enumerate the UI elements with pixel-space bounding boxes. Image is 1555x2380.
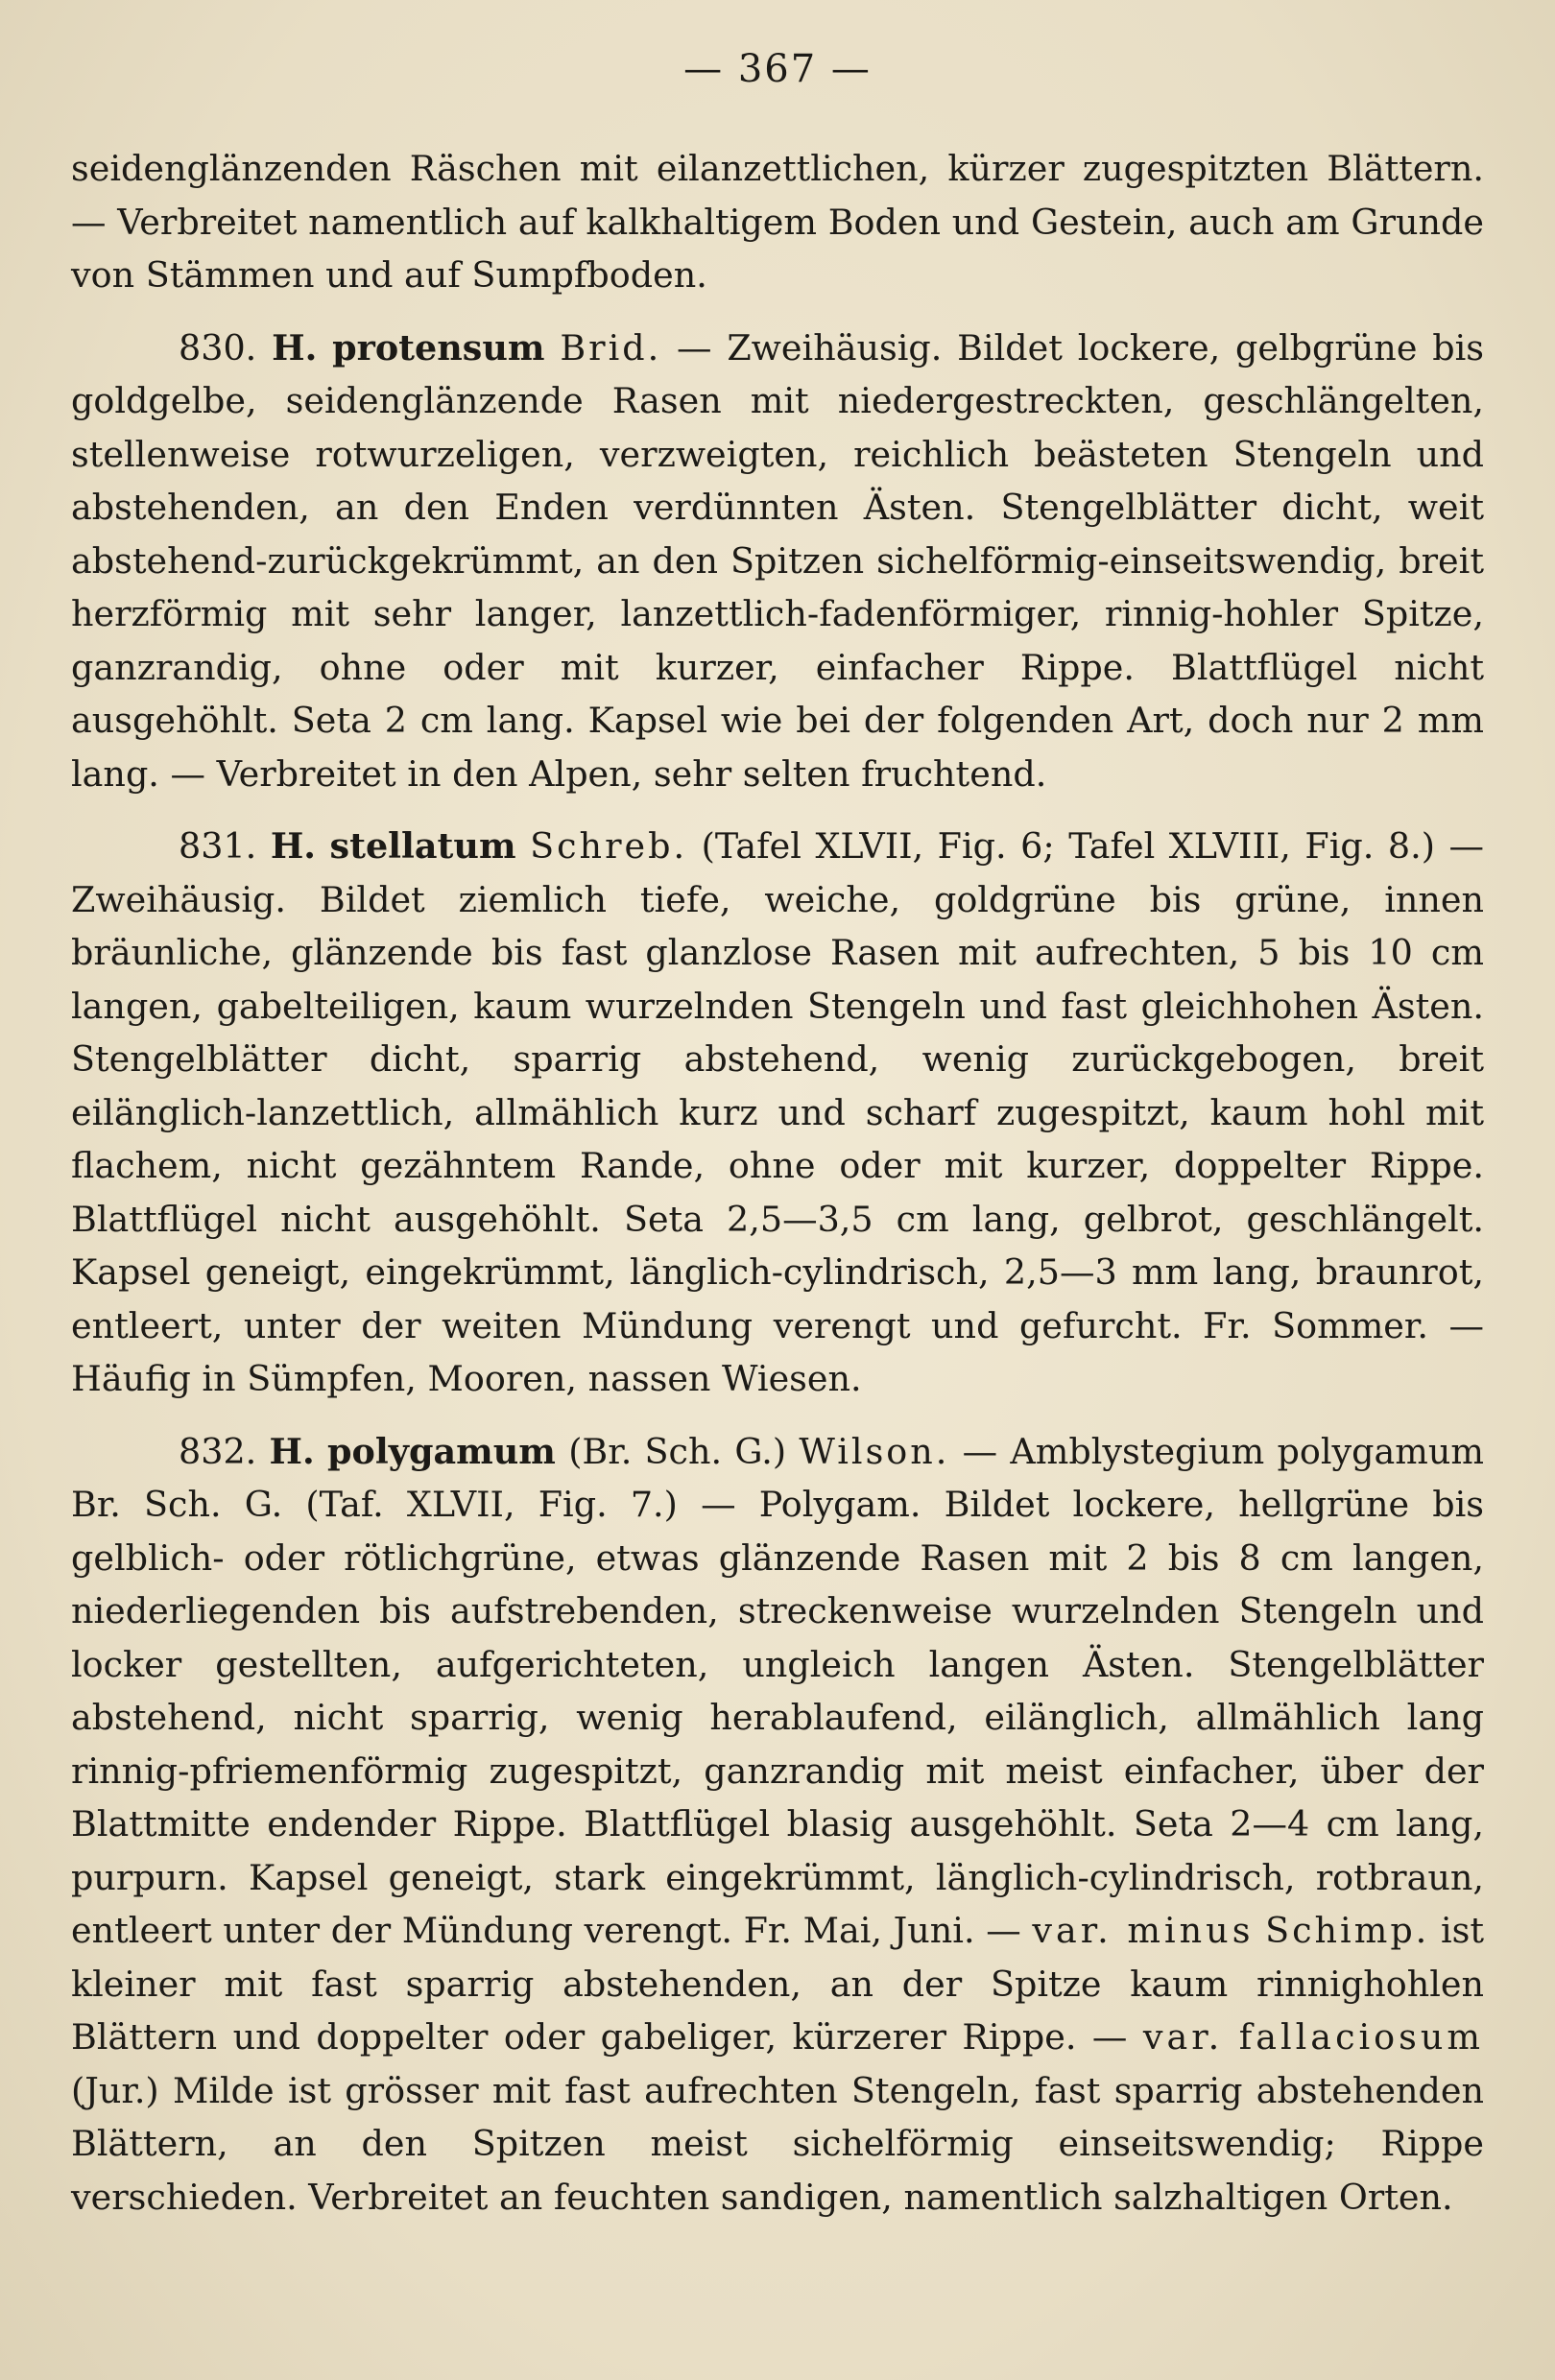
entry-830 <box>71 321 1484 801</box>
species-name: polygamum <box>327 1430 556 1472</box>
entry-description: — Zweihäusig. Bildet lockere, gelbgrüne bis goldgelbe, seidenglänzende Rasen mit niedergestreckten, geschlängelten, stellenweise rotwurzeligen, verzweigten, reichlich beästeten Stengeln und abstehenden, an den Enden verdünnten Ästen. Stengelblätter dicht, weit abstehend-zurückgekrümmt, an den Spitzen sichelförmig-einseitswendig, breit herzförmig mit sehr langer, lanzettlich-fadenförmiger, rinnig-hohler Spitze, ganzrandig, ohne oder mit kurzer, einfacher Rippe. Blattflügel nicht ausgehöhlt. Seta 2 cm lang. Kapsel wie bei der folgenden Art, doch nur 2 mm lang. — Verbreitet in den Alpen, sehr selten fruchtend. <box>71 326 1484 795</box>
entry-number: 831. <box>179 825 257 867</box>
entry-832 <box>71 1425 1484 2225</box>
genus-abbrev: H. <box>272 326 318 369</box>
genus-abbrev: H. <box>270 825 317 867</box>
species-name: protensum <box>332 326 545 369</box>
entry-description-part3: ist grösser mit fast aufrechten Stengeln, fast sparrig abstehenden Blättern, an den Spitzen meist sichelförmig einseitswendig; Rippe verschieden. Verbreitet an feuchten sandigen, namentlich salzhaltigen Orten. <box>71 2069 1484 2218</box>
species-author-prefix: (Br. Sch. G.) <box>568 1430 787 1472</box>
variety-fallaciosum-author: (Jur.) Milde <box>71 2069 275 2111</box>
page-number: — 367 — <box>683 47 872 91</box>
entry-number: 830. <box>179 326 257 369</box>
entry-description: (Tafel XLVII, Fig. 6; Tafel XLVIII, Fig. 8.) — Zweihäusig. Bildet ziemlich tiefe, weiche, goldgrüne bis grüne, innen bräunliche, glänzende bis fast glanzlose Rasen mit aufrechten, 5 bis 10 cm langen, gabelteiligen, kaum wurzelnden Stengeln und fast gleichhohen Ästen. Stengelblätter dicht, sparrig abstehend, wenig zurückgebogen, breit eilänglich-lanzettlich, allmählich kurz und scharf zugespitzt, kaum hohl mit flachem, nicht gezähntem Rande, ohne oder mit kurzer, doppelter Rippe. Blattflügel nicht ausgehöhlt. Seta 2,5—3,5 cm lang, gelbrot, geschlängelt. Kapsel geneigt, eingekrümmt, länglich-cylindrisch, 2,5—3 mm lang, braunrot, entleert, unter der weiten Mündung verengt und gefurcht. Fr. Sommer. — Häufig in Sümpfen, Mooren, nassen Wiesen. <box>71 825 1484 1399</box>
species-author: Schreb. <box>530 825 688 867</box>
page <box>71 46 1484 2224</box>
species-name: stellatum <box>329 825 516 867</box>
genus-abbrev: H. <box>269 1430 315 1472</box>
entry-number: 832. <box>179 1430 257 1472</box>
variety-label: var. <box>1142 2016 1224 2058</box>
entry-831 <box>71 820 1484 1406</box>
variety-fallaciosum: fallaciosum <box>1238 2016 1485 2058</box>
species-author: Wilson. <box>799 1430 950 1472</box>
entry-description-part1: — Amblystegium polygamum Br. Sch. G. (Taf. XLVII, Fig. 7.) — Polygam. Bildet lockere, hellgrüne bis gelblich- oder rötlichgrüne, etwas glänzende Rasen mit 2 bis 8 cm langen, niederliegenden bis aufstrebenden, streckenweise wurzelnden Stengeln und locker gestellten, aufgerichteten, ungleich langen Ästen. Stengelblätter abstehend, nicht sparrig, wenig herablaufend, eilänglich, allmählich lang rinnig-pfriemenförmig zugespitzt, ganzrandig mit meist einfacher, über der Blattmitte endender Rippe. Blattflügel blasig ausgehöhlt. Seta 2—4 cm lang, purpurn. Kapsel geneigt, stark eingekrümmt, länglich-cylindrisch, rotbraun, entleert unter der Mündung verengt. Fr. Mai, Juni. — <box>71 1430 1484 1951</box>
species-author: Brid. <box>560 326 662 369</box>
intro-paragraph: seidenglänzenden Räschen mit eilanzettlichen, kürzer zugespitzten Blättern. — Verbreitet namentlich auf kalkhaltigem Boden und Gestein, auch am Grunde von Stämmen und auf Sumpfboden. <box>71 148 1484 296</box>
variety-minus: var. minus <box>1032 1910 1255 1951</box>
entry-description-part2: ist kleiner mit fast sparrig abstehenden, an der Spitze kaum rinnighohlen Blättern und doppelter oder gabeliger, kürzerer Rippe. — <box>71 1910 1485 2058</box>
variety-minus-author: Schimp. <box>1265 1910 1430 1951</box>
